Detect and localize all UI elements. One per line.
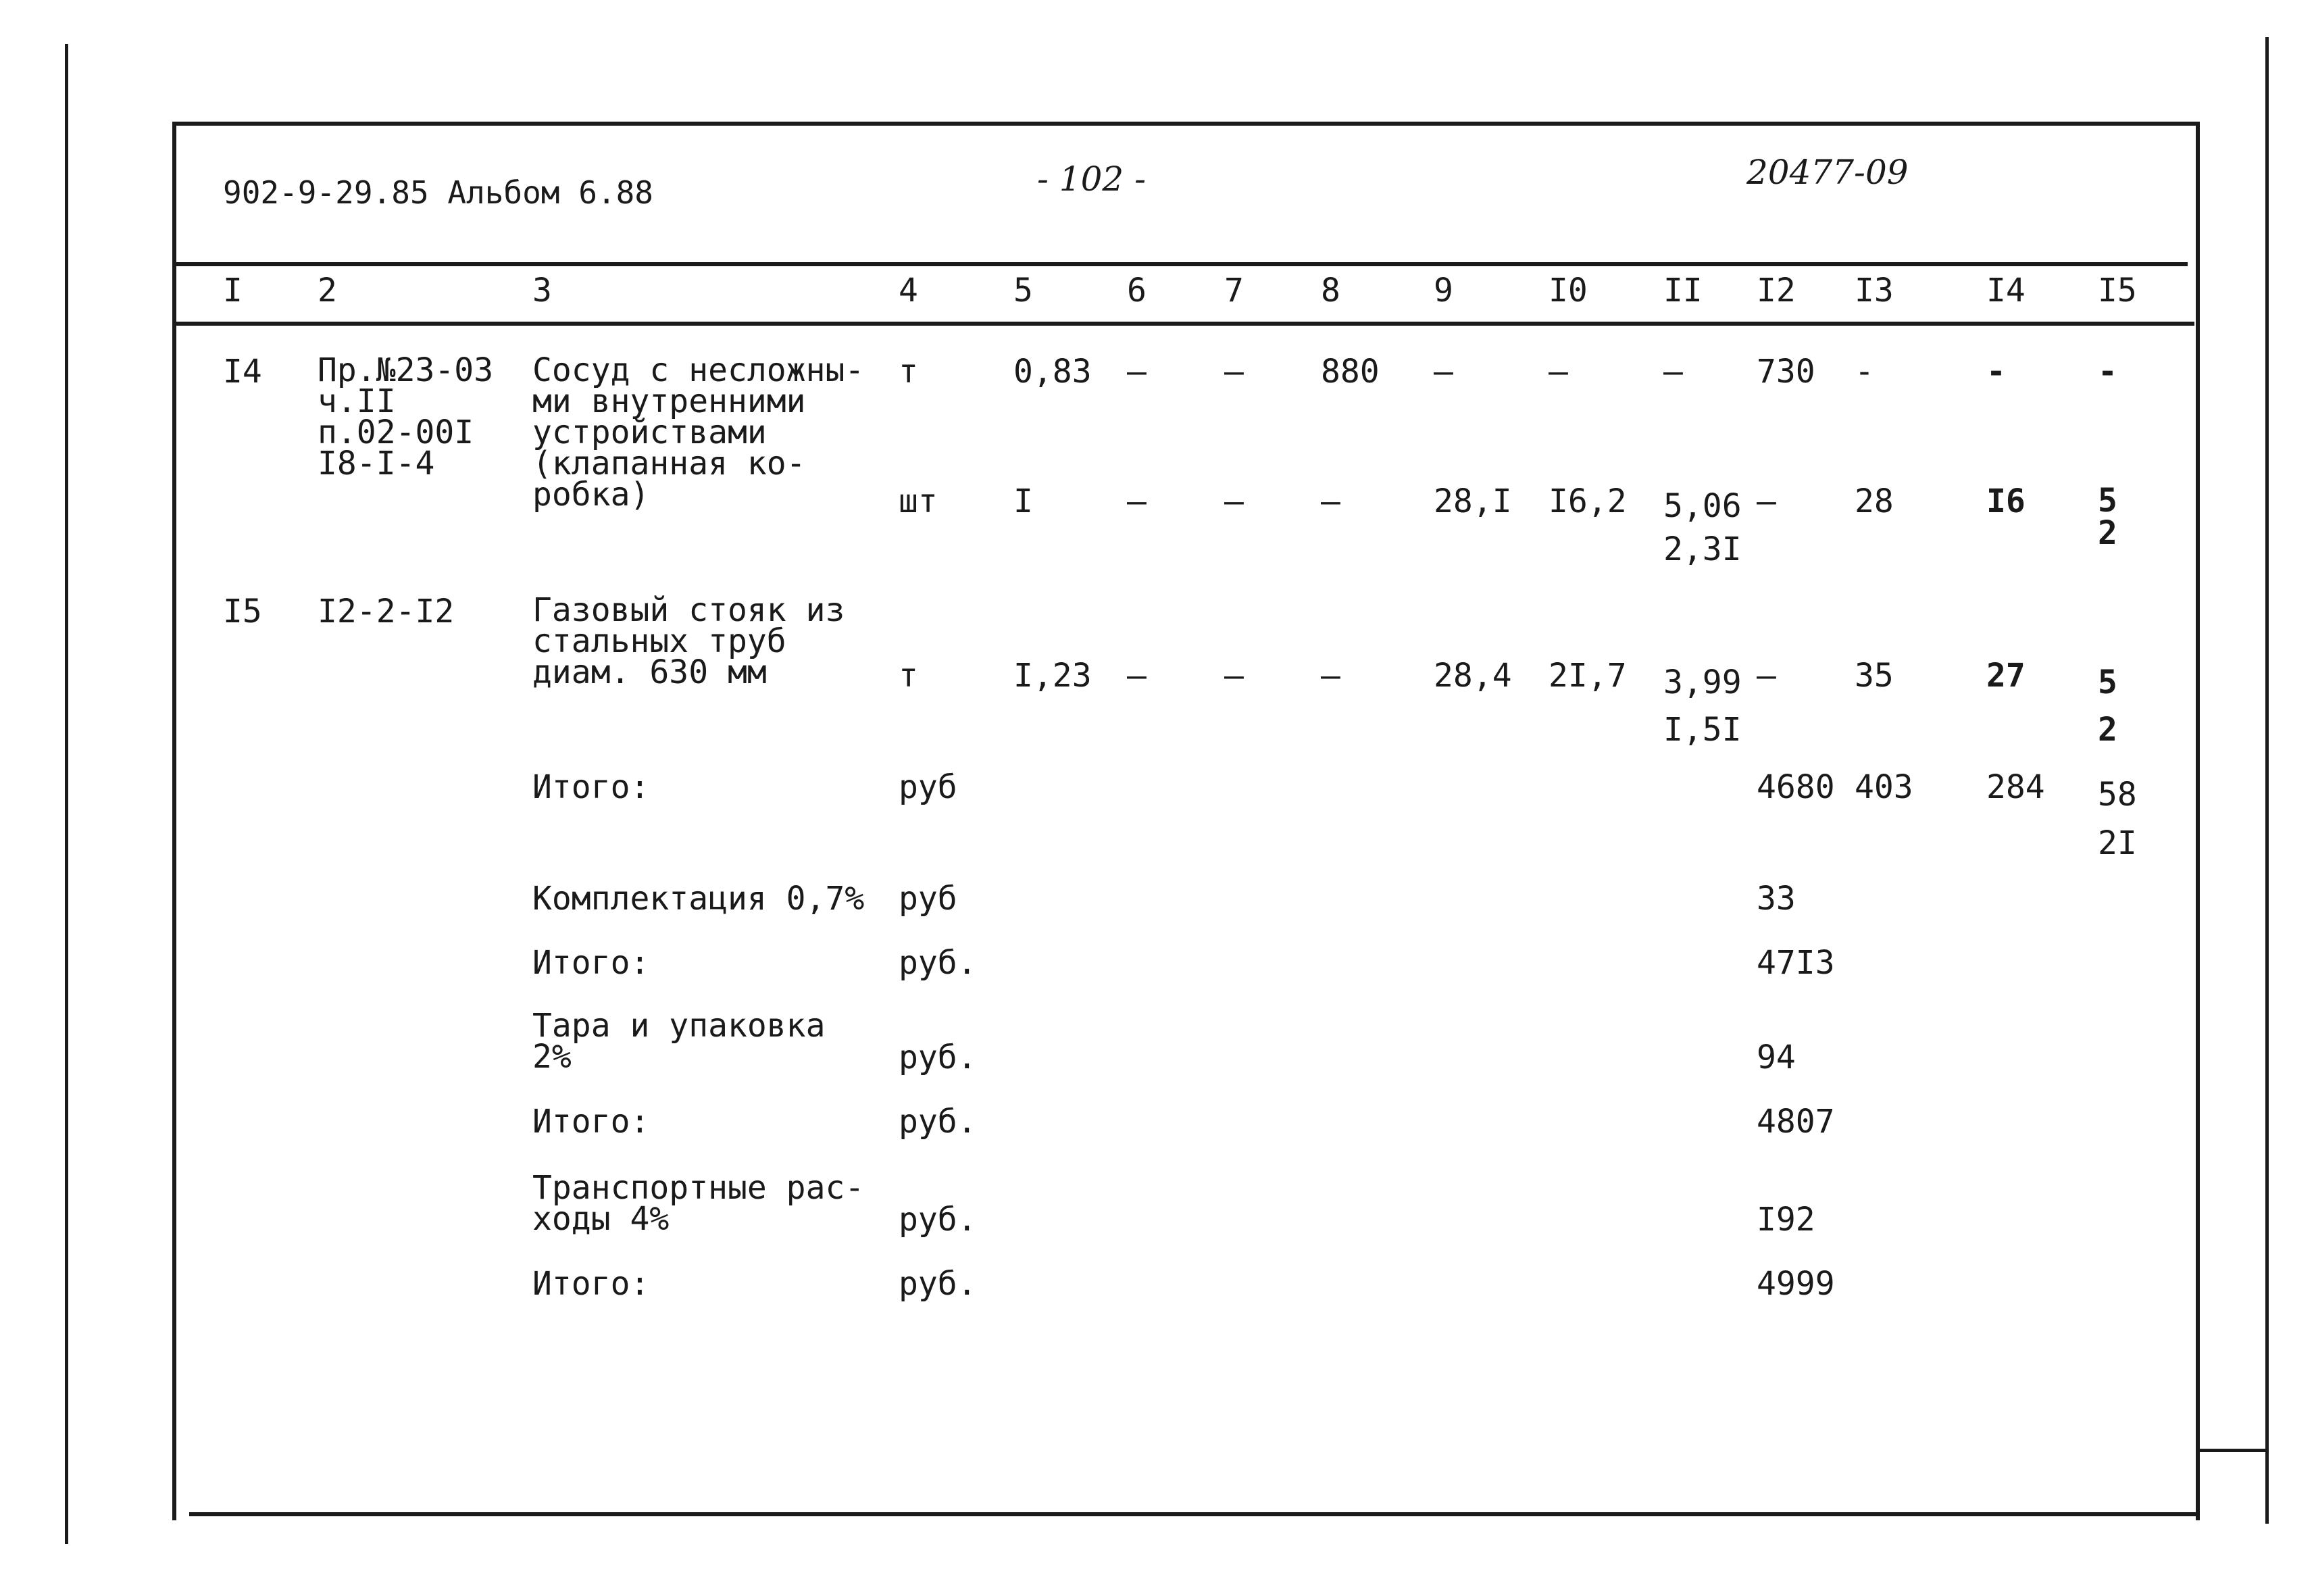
cell-c8: –: [1321, 482, 1340, 520]
unit-cell: т: [899, 353, 918, 391]
col-header-3: 3: [532, 272, 552, 309]
cell-c5: I: [1013, 482, 1033, 520]
document-code: 20477-09: [1746, 153, 1909, 192]
header-rule: [174, 262, 2188, 266]
col-header-10: I0: [1549, 272, 1588, 309]
frame-left: [172, 122, 176, 1520]
cell-c5: 0,83: [1013, 353, 1092, 391]
cell-c15: 5 2: [2098, 664, 2117, 749]
total-label: Комплектация 0,7%: [532, 880, 865, 918]
corner-stamp-line: [2200, 1449, 2267, 1452]
total-label: Итого:: [532, 944, 650, 982]
total-label: Итого:: [532, 1103, 650, 1141]
cell-c11: 5,06 2,3I: [1663, 487, 1742, 568]
document-reference: 902-9-29.85 Альбом 6.88: [223, 174, 653, 211]
cell-c10: –: [1549, 353, 1568, 391]
cell-c7: –: [1224, 657, 1244, 695]
cell-c5: I,23: [1013, 657, 1092, 695]
total-unit: руб: [899, 880, 957, 918]
cell-c11: 3,99 I,5I: [1663, 664, 1742, 749]
cell-c6: –: [1127, 353, 1147, 391]
total-label: Тара и упаковка 2%: [532, 1007, 826, 1076]
cell-c14: 27: [1986, 657, 2026, 695]
cell-c7: –: [1224, 482, 1244, 520]
total-c12: 4807: [1757, 1103, 1835, 1141]
cell-c13: 28: [1855, 482, 1894, 520]
col-header-15: I5: [2098, 272, 2137, 309]
page-right-margin-line: [2265, 37, 2269, 1524]
cell-c14: I6: [1986, 482, 2026, 520]
total-c12: I92: [1757, 1201, 1815, 1239]
cell-c13: -: [1855, 353, 1874, 391]
cell-c6: –: [1127, 482, 1147, 520]
col-header-13: I3: [1855, 272, 1894, 309]
cell-c8: –: [1321, 657, 1340, 695]
total-unit: руб.: [899, 1103, 977, 1141]
cell-c10: I6,2: [1549, 482, 1627, 520]
cell-c9: –: [1434, 353, 1453, 391]
total-label: Транспортные рас- ходы 4%: [532, 1169, 865, 1238]
total-c13: 403: [1855, 768, 1913, 806]
cell-c13: 35: [1855, 657, 1894, 695]
total-unit: руб.: [899, 1201, 977, 1239]
frame-right: [2196, 122, 2200, 1520]
page-left-margin-line: [65, 44, 68, 1544]
row-reference: I2-2-I2: [318, 593, 455, 630]
col-header-2: 2: [318, 272, 337, 309]
col-header-14: I4: [1986, 272, 2026, 309]
col-header-9: 9: [1434, 272, 1453, 309]
cell-c6: –: [1127, 657, 1147, 695]
row-description: Газовый стояк из стальных труб диам. 630 мм: [532, 591, 845, 691]
cell-c15: -: [2098, 353, 2117, 391]
cell-c10: 2I,7: [1549, 657, 1627, 695]
cell-c12: 730: [1757, 353, 1815, 391]
frame-bottom: [189, 1512, 2200, 1516]
cell-c11: –: [1663, 353, 1683, 391]
frame-top: [172, 122, 2198, 126]
cell-c9: 28,I: [1434, 482, 1512, 520]
row-description: Сосуд с несложны- ми внутренними устройствами (клапанная ко- робка): [532, 351, 865, 514]
total-unit: руб.: [899, 1039, 977, 1076]
column-header-rule: [174, 322, 2194, 326]
cell-c7: –: [1224, 353, 1244, 391]
cell-c12: –: [1757, 657, 1776, 695]
total-label: Итого:: [532, 768, 650, 806]
unit-cell: т: [899, 657, 918, 695]
total-unit: руб.: [899, 944, 977, 982]
row-number: I4: [223, 353, 262, 391]
cell-c15: 5 2: [2098, 482, 2117, 552]
col-header-4: 4: [899, 272, 918, 309]
total-c14: 284: [1986, 768, 2045, 806]
total-c12: 33: [1757, 880, 1796, 918]
col-header-11: II: [1663, 272, 1703, 309]
col-header-6: 6: [1127, 272, 1147, 309]
page-number: - 102 -: [1037, 159, 1147, 199]
total-c12: 4680: [1757, 768, 1835, 806]
cell-c8: 880: [1321, 353, 1380, 391]
col-header-12: I2: [1757, 272, 1796, 309]
col-header-5: 5: [1013, 272, 1033, 309]
col-header-7: 7: [1224, 272, 1244, 309]
total-c12: 4999: [1757, 1265, 1835, 1303]
row-number: I5: [223, 593, 262, 630]
total-unit: руб: [899, 768, 957, 806]
unit-cell: шт: [899, 482, 938, 520]
row-reference: Пр.№23-03 ч.II п.02-00I I8-I-4: [318, 351, 494, 482]
total-c12: 47I3: [1757, 944, 1835, 982]
cell-c14: -: [1986, 353, 2006, 391]
total-c12: 94: [1757, 1039, 1796, 1076]
total-unit: руб.: [899, 1265, 977, 1303]
col-header-1: I: [223, 272, 243, 309]
cell-c9: 28,4: [1434, 657, 1512, 695]
col-header-8: 8: [1321, 272, 1340, 309]
total-c15: 58 2I: [2098, 776, 2137, 862]
total-label: Итого:: [532, 1265, 650, 1303]
cell-c12: –: [1757, 482, 1776, 520]
